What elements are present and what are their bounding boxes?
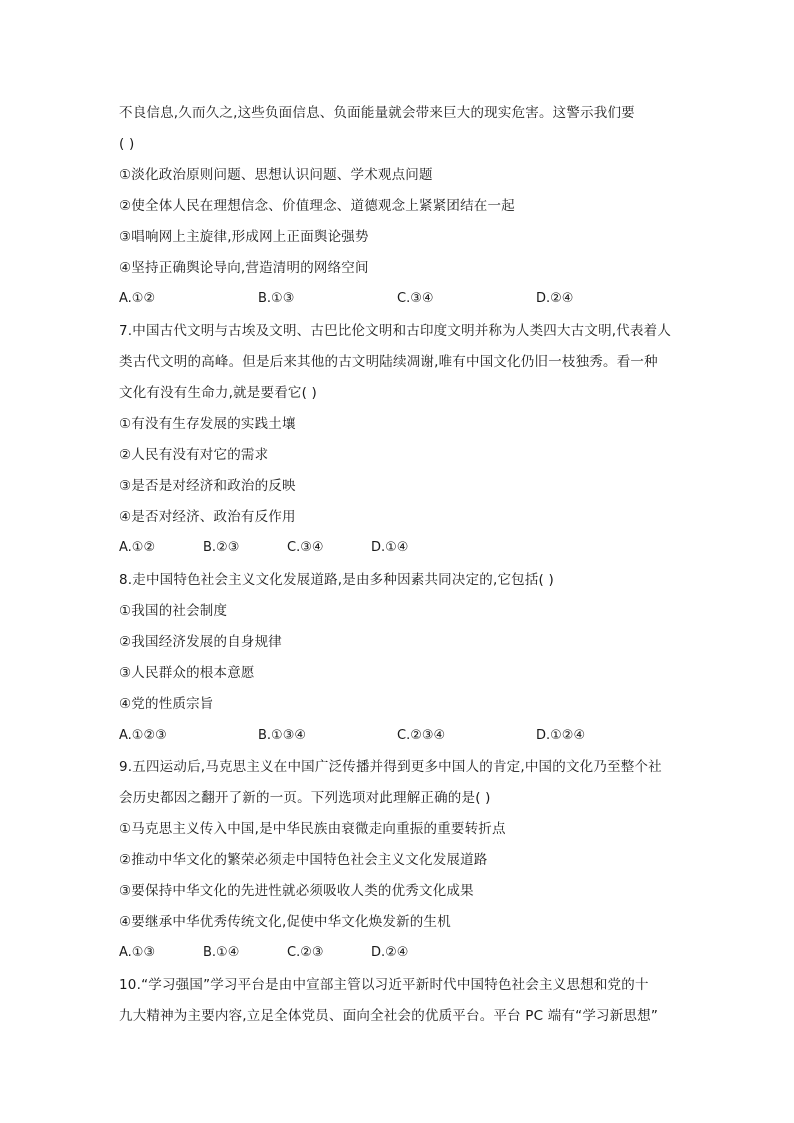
q9-stem-line2: 会历史都因之翻开了新的一页。下列选项对此理解正确的是( ): [119, 790, 491, 806]
q9-stem-line1: 9.五四运动后,马克思主义在中国广泛传播并得到更多中国人的肯定,中国的文化乃至整个社: [119, 759, 662, 775]
q8-item-1: ①我国的社会制度: [119, 603, 228, 619]
q6-stem-line2: ( ): [119, 136, 135, 152]
q8-item-3: ③人民群众的根本意愿: [119, 665, 255, 681]
q7-item-4: ④是否对经济、政治有反作用: [119, 509, 296, 525]
q6-item-1: ①淡化政治原则问题、思想认识问题、学术观点问题: [119, 167, 433, 183]
q6-option-b: B.①③: [258, 291, 295, 306]
q8-option-b: B.①③④: [258, 728, 307, 743]
q8-item-2: ②我国经济发展的自身规律: [119, 634, 283, 650]
q7-item-1: ①有没有生存发展的实践土壤: [119, 416, 296, 432]
q6-option-d: D.②④: [536, 291, 574, 306]
q9-item-3: ③要保持中华文化的先进性就必须吸收人类的优秀文化成果: [119, 883, 474, 899]
q10-stem-line1: 10.“学习强国”学习平台是由中宣部主管以习近平新时代中国特色社会主义思想和党的十: [119, 977, 649, 993]
q6-item-2: ②使全体人民在理想信念、价值理念、道德观念上紧紧团结在一起: [119, 198, 515, 214]
q7-item-3: ③是否是对经济和政治的反映: [119, 478, 296, 494]
q9-item-2: ②推动中华文化的繁荣必须走中国特色社会主义文化发展道路: [119, 852, 488, 868]
q7-stem-line3: 文化有没有生命力,就是要看它( ): [119, 385, 318, 401]
q7-item-2: ②人民有没有对它的需求: [119, 447, 269, 463]
q7-stem-line2: 类古代文明的高峰。但是后来其他的古文明陆续凋谢,唯有中国文化仍旧一枝独秀。看一种: [119, 354, 658, 370]
q7-option-a: A.①②: [119, 540, 156, 555]
q8-option-a: A.①②③: [119, 728, 167, 743]
q9-item-4: ④要继承中华优秀传统文化,促使中华文化焕发新的生机: [119, 914, 451, 930]
q6-option-c: C.③④: [397, 291, 434, 306]
q9-item-1: ①马克思主义传入中国,是中华民族由衰微走向重振的重要转折点: [119, 821, 506, 837]
q7-option-d: D.①④: [371, 540, 409, 555]
q8-item-4: ④党的性质宗旨: [119, 696, 214, 712]
q6-option-a: A.①②: [119, 291, 156, 306]
q9-option-c: C.②③: [287, 945, 324, 960]
q7-option-b: B.②③: [203, 540, 240, 555]
q7-stem-line1: 7.中国古代文明与古埃及文明、古巴比伦文明和古印度文明并称为人类四大古文明,代表着人: [119, 323, 672, 339]
q10-stem-line2: 九大精神为主要内容,立足全体党员、面向全社会的优质平台。平台 PC 端有“学习新思想”: [119, 1008, 659, 1024]
q9-option-d: D.②④: [371, 945, 409, 960]
q8-option-d: D.①②④: [536, 728, 586, 743]
q6-item-3: ③唱响网上主旋律,形成网上正面舆论强势: [119, 229, 369, 245]
q9-option-b: B.①④: [203, 945, 240, 960]
q8-stem-line1: 8.走中国特色社会主义文化发展道路,是由多种因素共同决定的,它包括( ): [119, 572, 554, 588]
q6-item-4: ④坚持正确舆论导向,营造清明的网络空间: [119, 260, 369, 276]
q7-option-c: C.③④: [287, 540, 324, 555]
q9-option-a: A.①③: [119, 945, 156, 960]
q8-option-c: C.②③④: [397, 728, 446, 743]
q6-stem-line1: 不良信息,久而久之,这些负面信息、负面能量就会带来巨大的现实危害。这警示我们要: [119, 105, 635, 121]
